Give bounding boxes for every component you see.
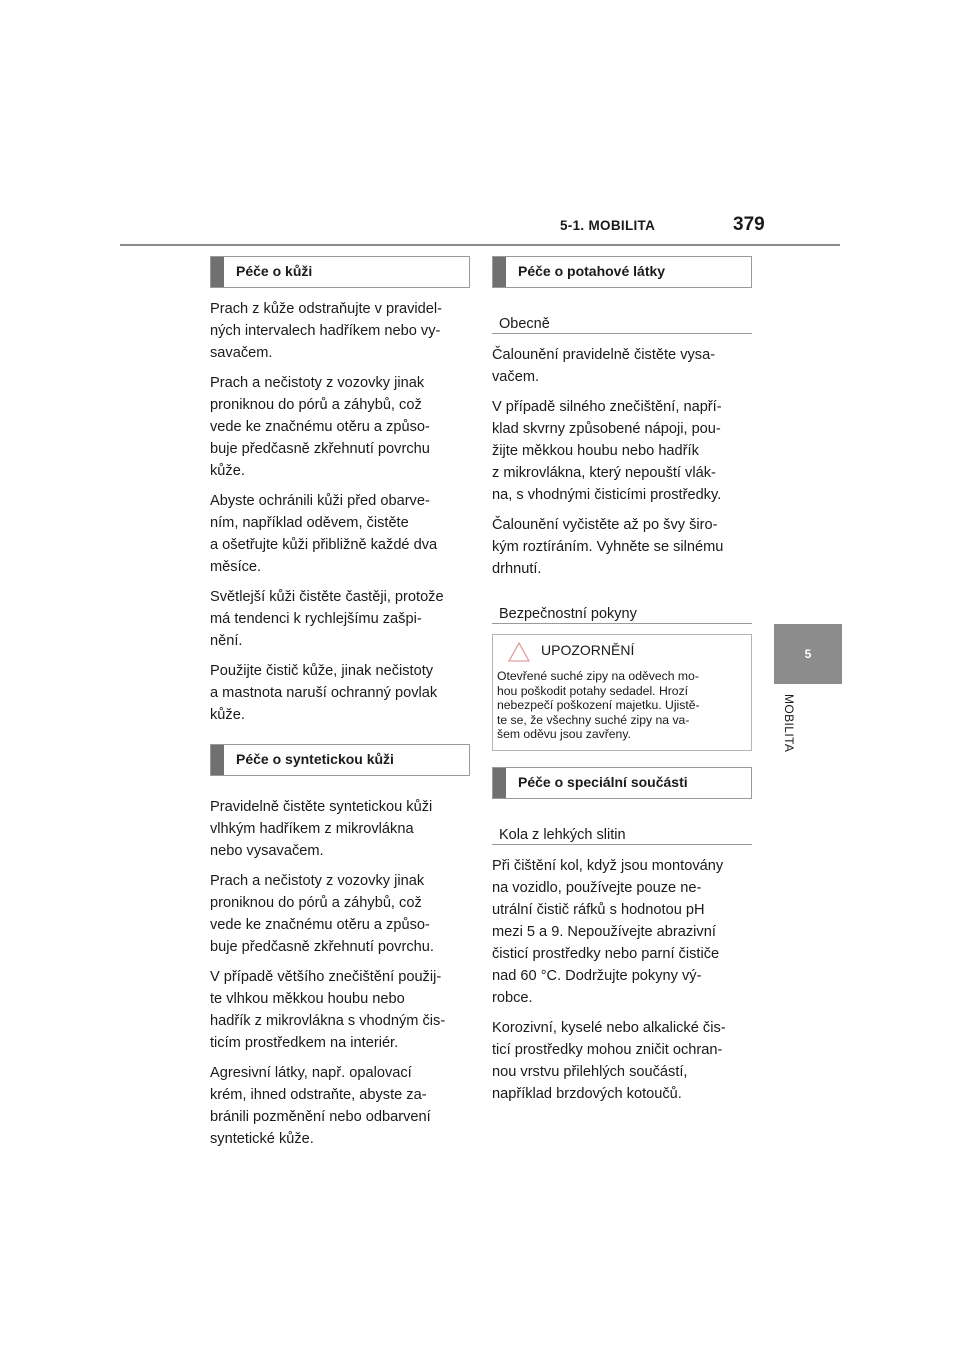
paragraph: Při čištění kol, když jsou montovány na vozidlo, používejte pouze ne- utrální čistič ráfků s hodnotou pH mezi 5 a 9. Nepoužívejte abrazivní čisticí prostředky nebo parní čističe nad 60 °C. Dodržujte pokyny vý- robce. [492, 857, 724, 1006]
section-header-bar [493, 768, 506, 798]
section-title: Péče o syntetickou kůži [236, 751, 394, 767]
section-header-leather [210, 256, 470, 288]
paragraph: Čalounění pravidelně čistěte vysa- vačem. [492, 347, 716, 385]
right-column [492, 256, 752, 1113]
chapter-side-label [780, 694, 810, 784]
paragraph: Prach a nečistoty z vozovky jinak proniknou do pórů a záhybů, což vede ke značnému otěru a způso- buje předčasně zkřehnutí povrchu. [210, 873, 434, 955]
subsection-header-alloy-wheels [492, 809, 752, 845]
warning-box [492, 634, 752, 751]
section-title: Péče o kůži [236, 263, 313, 279]
warning-triangle-icon [508, 642, 530, 662]
paragraph: Prach z kůže odstraňujte v pravidel- ných intervalech hadříkem nebo vy- savačem. [210, 301, 442, 361]
section-header-upholstery [492, 256, 752, 288]
header-divider [120, 244, 840, 246]
paragraph: Čalounění vyčistěte až po švy širo- kým roztíráním. Vyhněte se silnému drhnutí. [492, 517, 724, 577]
section-header-special-parts [492, 767, 752, 799]
paragraph: Abyste ochránili kůži před obarve- ním, například oděvem, čistěte a ošetřujte kůži přibližně každé dva měsíce. [210, 493, 438, 575]
chapter-tab: 5 [774, 624, 842, 684]
section-heading: 5-1. MOBILITA [560, 218, 656, 233]
paragraph: Pravidelně čistěte syntetickou kůži vlhkým hadříkem z mikrovlákna nebo vysavačem. [210, 799, 433, 859]
subsection-title: Kola z lehkých slitin [499, 826, 626, 843]
section-header-bar [493, 257, 506, 287]
paragraph: Korozivní, kyselé nebo alkalické čis- ticí prostředky mohou zničit ochran- nou vrstvu přilehlých součástí, například brzdových kotoučů. [492, 1019, 726, 1102]
section-title: Péče o potahové látky [518, 263, 666, 279]
subsection-header-safety [492, 588, 752, 624]
warning-header [493, 635, 751, 667]
section-title: Péče o speciální součásti [518, 773, 688, 790]
section-header-bar [211, 745, 224, 775]
subsection-title: Bezpečnostní pokyny [499, 606, 637, 622]
paragraph: V případě silného znečištění, napří- klad skvrny způsobené nápoji, pou- žijte měkkou houbu nebo hadřík z mikrovlákna, který nepouští vlák- na, s vhodnými čisticími prostředky. [492, 399, 722, 503]
left-column [210, 256, 470, 1158]
paragraph: Použijte čistič kůže, jinak nečistoty a mastnota naruší ochranný povlak kůže. [210, 663, 438, 723]
paragraph: Prach a nečistoty z vozovky jinak proniknou do pórů a záhybů, což vede ke značnému otěru a způso- buje předčasně zkřehnutí povrchu kůže. [210, 375, 430, 479]
paragraph: V případě většího znečištění použij- te vlhkou měkkou houbu nebo hadřík z mikrovlákna s vhodným čis- ticím prostředkem na interiér. [210, 969, 446, 1051]
chapter-side-label-text: MOBILITA [782, 694, 796, 753]
paragraph: Agresivní látky, např. opalovací krém, ihned odstraňte, abyste za- bránili pozměnění nebo odbarvení syntetické kůže. [210, 1065, 431, 1147]
page-number: 379 [733, 214, 765, 235]
warning-text: Otevřené suché zipy na oděvech mo- hou poškodit potahy sedadel. Hrozí nebezpečí poškození majetku. Ujistě- te se, že všechny suché zipy na va- šem oděvu jsou zavřeny. [497, 669, 700, 742]
paragraph: Světlejší kůži čistěte častěji, protože má tendenci k rychlejšímu zašpi- nění. [210, 589, 444, 649]
section-header-bar [211, 257, 224, 287]
warning-label: UPOZORNĚNÍ [541, 642, 635, 658]
subsection-title: Obecně [499, 316, 550, 332]
section-header-synthetic-leather [210, 744, 470, 776]
subsection-header-general [492, 298, 752, 334]
